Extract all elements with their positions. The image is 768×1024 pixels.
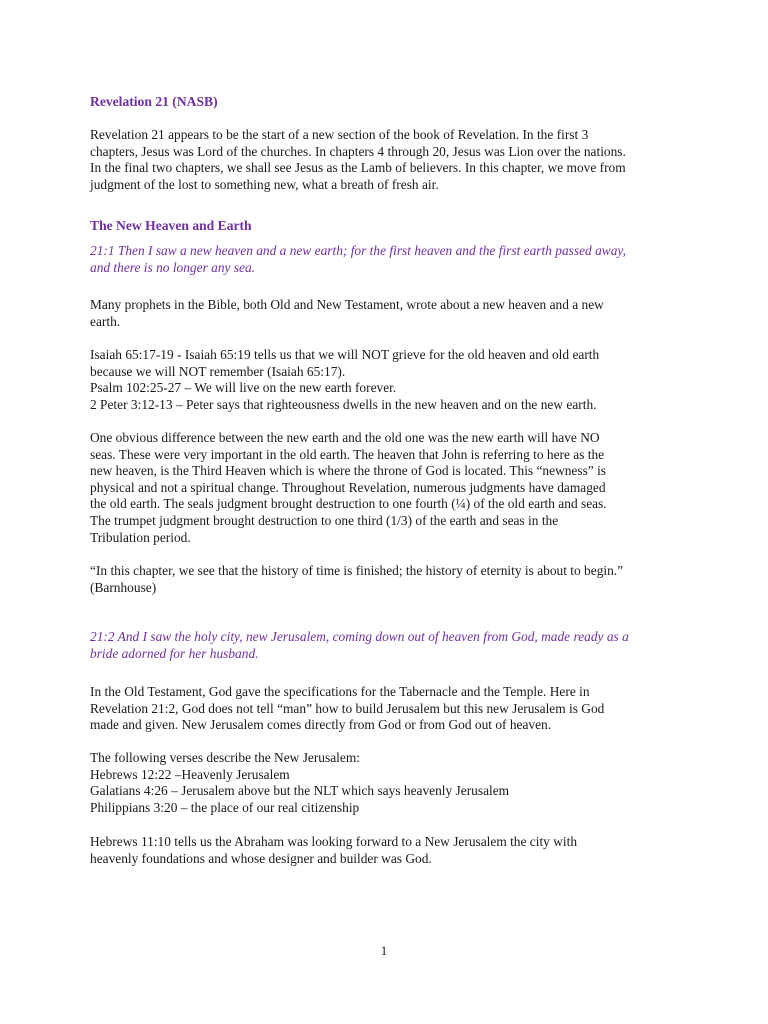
text-line: 2 Peter 3:12-13 – Peter says that righteousness dwells in the new heaven and on the new earth. xyxy=(90,396,597,412)
text-line: the old earth. The seals judgment brought destruction to one fourth (¼) of the old earth and seas. xyxy=(90,496,607,512)
verse-line: bride adorned for her husband. xyxy=(90,645,259,661)
abraham-paragraph xyxy=(90,834,690,867)
text-line: seas. These were very important in the old earth. The heaven that John is referring to here as the xyxy=(90,446,605,462)
references-paragraph xyxy=(90,347,690,413)
text-line: (Barnhouse) xyxy=(90,579,157,595)
text-line: Hebrews 12:22 –Heavenly Jerusalem xyxy=(90,766,290,782)
text-line: physical and not a spiritual change. Throughout Revelation, numerous judgments have damaged xyxy=(90,479,606,495)
text-line: Revelation 21 appears to be the start of a new section of the book of Revelation. In the first 3 xyxy=(90,127,589,142)
text-line: chapters, Jesus was Lord of the churches. In chapters 4 through 20, Jesus was Lion over the nations. xyxy=(90,143,626,159)
text-line: Galatians 4:26 – Jerusalem above but the NLT which says heavenly Jerusalem xyxy=(90,783,510,799)
difference-paragraph xyxy=(90,430,690,546)
intro-paragraph xyxy=(90,127,690,193)
text-line: Philippians 3:20 – the place of our real citizenship xyxy=(90,799,360,815)
text-line: Isaiah 65:17-19 - Isaiah 65:19 tells us that we will NOT grieve for the old heaven and old earth xyxy=(90,347,600,362)
text-line: heavenly foundations and whose designer and builder was God. xyxy=(90,850,432,866)
verses-list xyxy=(90,750,690,816)
text-line: Tribulation period. xyxy=(90,529,191,545)
text-line: Hebrews 11:10 tells us the Abraham was looking forward to a New Jerusalem the city with xyxy=(90,834,578,849)
text-line: judgment of the lost to something new, what a breath of fresh air. xyxy=(90,176,439,192)
section-heading: The New Heaven and Earth xyxy=(90,218,252,233)
text-line: One obvious difference between the new earth and the old one was the new earth will have NO xyxy=(90,430,600,445)
text-line: new heaven, is the Third Heaven which is where the throne of God is located. This “newness” is xyxy=(90,463,607,479)
document-title: Revelation 21 (NASB) xyxy=(90,94,218,109)
text-line: because we will NOT remember (Isaiah 65:17). xyxy=(90,363,346,379)
text-line: In the final two chapters, we shall see Jesus as the Lamb of believers. In this chapter, we move from xyxy=(90,160,626,176)
verse-line: 21:2 And I saw the holy city, new Jerusalem, coming down out of heaven from God, made ready as a xyxy=(90,629,629,644)
text-line: “In this chapter, we see that the history of time is finished; the history of eternity is about to begin.” xyxy=(90,563,624,578)
verse-21-1 xyxy=(90,243,690,276)
text-line: Psalm 102:25-27 – We will live on the new earth forever. xyxy=(90,380,397,396)
text-line: earth. xyxy=(90,313,121,329)
verse-line: 21:1 Then I saw a new heaven and a new earth; for the first heaven and the first earth passed away, xyxy=(90,243,626,258)
text-line: Revelation 21:2, God does not tell “man” how to build Jerusalem but this new Jerusalem is God xyxy=(90,700,605,716)
text-line: Many prophets in the Bible, both Old and New Testament, wrote about a new heaven and a new xyxy=(90,297,604,312)
text-line: The trumpet judgment brought destruction to one third (1/3) of the earth and seas in the xyxy=(90,512,559,528)
prophets-paragraph xyxy=(90,297,690,330)
verse-line: and there is no longer any sea. xyxy=(90,259,256,275)
text-line: made and given. New Jerusalem comes directly from God or from God out of heaven. xyxy=(90,717,552,733)
verse-21-2 xyxy=(90,629,690,662)
text-line: In the Old Testament, God gave the specifications for the Tabernacle and the Temple. Here in xyxy=(90,684,590,699)
quote-paragraph xyxy=(90,563,690,596)
text-line: The following verses describe the New Jerusalem: xyxy=(90,750,360,765)
page-number: 1 xyxy=(380,943,388,958)
tabernacle-paragraph xyxy=(90,684,690,734)
